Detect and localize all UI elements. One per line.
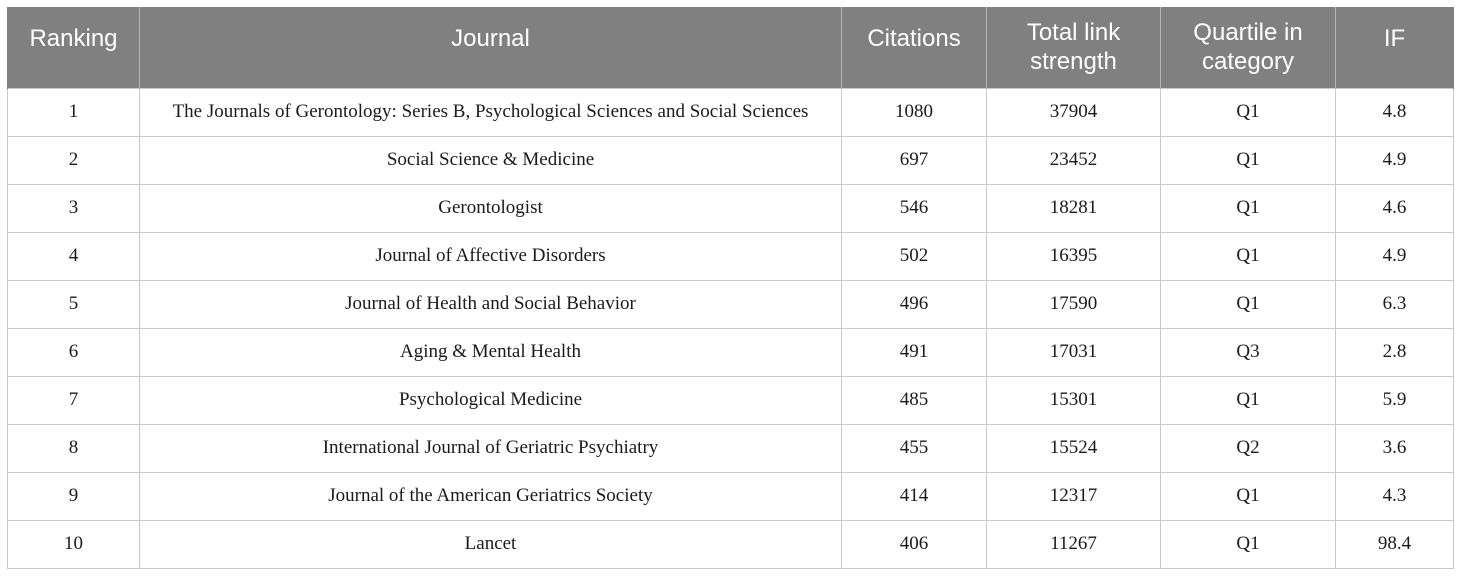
header-total-link-strength: Total link strength xyxy=(987,7,1161,88)
header-ranking xyxy=(8,7,140,88)
header-journal xyxy=(140,7,842,88)
cell-quartile: Q1 xyxy=(1161,376,1336,424)
cell-journal: Aging & Mental Health xyxy=(140,328,842,376)
cell-citations: 414 xyxy=(842,472,987,520)
cell-total-link-strength: 12317 xyxy=(987,472,1161,520)
cell-quartile: Q1 xyxy=(1161,88,1336,136)
cell-ranking: 7 xyxy=(8,376,140,424)
cell-total-link-strength: 15301 xyxy=(987,376,1161,424)
table-row xyxy=(8,232,1454,280)
cell-journal: Lancet xyxy=(140,520,842,568)
cell-if: 3.6 xyxy=(1336,424,1454,472)
table-row xyxy=(8,472,1454,520)
cell-citations: 546 xyxy=(842,184,987,232)
cell-quartile: Q1 xyxy=(1161,520,1336,568)
cell-ranking: 6 xyxy=(8,328,140,376)
table-row xyxy=(8,328,1454,376)
cell-citations: 406 xyxy=(842,520,987,568)
cell-journal: The Journals of Gerontology: Series B, Psychological Sciences and Social Sciences xyxy=(140,88,842,136)
cell-journal: Journal of Health and Social Behavior xyxy=(140,280,842,328)
cell-journal: Gerontologist xyxy=(140,184,842,232)
cell-total-link-strength: 16395 xyxy=(987,232,1161,280)
cell-journal: Social Science & Medicine xyxy=(140,136,842,184)
header-journal-label: Journal xyxy=(451,24,530,52)
cell-quartile: Q1 xyxy=(1161,472,1336,520)
header-quartile: Quartile in category xyxy=(1161,7,1336,88)
cell-if: 4.6 xyxy=(1336,184,1454,232)
table-row xyxy=(8,88,1454,136)
cell-journal: Journal of the American Geriatrics Society xyxy=(140,472,842,520)
cell-citations: 502 xyxy=(842,232,987,280)
cell-quartile: Q1 xyxy=(1161,136,1336,184)
header-citations-label: Citations xyxy=(867,24,961,52)
table-row xyxy=(8,424,1454,472)
header-row xyxy=(8,7,1454,88)
cell-total-link-strength: 17031 xyxy=(987,328,1161,376)
table-body xyxy=(8,88,1454,568)
cell-ranking: 9 xyxy=(8,472,140,520)
cell-quartile: Q2 xyxy=(1161,424,1336,472)
cell-citations: 455 xyxy=(842,424,987,472)
header-ranking-label: Ranking xyxy=(29,24,118,52)
table-header xyxy=(8,7,1454,88)
cell-ranking: 10 xyxy=(8,520,140,568)
cell-total-link-strength: 11267 xyxy=(987,520,1161,568)
cell-if: 98.4 xyxy=(1336,520,1454,568)
cell-quartile: Q1 xyxy=(1161,184,1336,232)
cell-citations: 491 xyxy=(842,328,987,376)
table-row xyxy=(8,280,1454,328)
cell-citations: 485 xyxy=(842,376,987,424)
cell-ranking: 1 xyxy=(8,88,140,136)
cell-if: 2.8 xyxy=(1336,328,1454,376)
cell-ranking: 8 xyxy=(8,424,140,472)
cell-total-link-strength: 15524 xyxy=(987,424,1161,472)
cell-quartile: Q1 xyxy=(1161,232,1336,280)
header-if-label: IF xyxy=(1383,24,1406,52)
cell-if: 5.9 xyxy=(1336,376,1454,424)
cell-ranking: 3 xyxy=(8,184,140,232)
cell-if: 4.9 xyxy=(1336,136,1454,184)
cell-total-link-strength: 17590 xyxy=(987,280,1161,328)
header-citations xyxy=(842,7,987,88)
cell-quartile: Q1 xyxy=(1161,280,1336,328)
table-row xyxy=(8,520,1454,568)
cell-quartile: Q3 xyxy=(1161,328,1336,376)
cell-total-link-strength: 37904 xyxy=(987,88,1161,136)
cell-if: 4.9 xyxy=(1336,232,1454,280)
cell-journal: International Journal of Geriatric Psychiatry xyxy=(140,424,842,472)
cell-if: 4.8 xyxy=(1336,88,1454,136)
cell-ranking: 2 xyxy=(8,136,140,184)
cell-ranking: 5 xyxy=(8,280,140,328)
cell-journal: Psychological Medicine xyxy=(140,376,842,424)
cell-if: 6.3 xyxy=(1336,280,1454,328)
table-row xyxy=(8,184,1454,232)
cell-if: 4.3 xyxy=(1336,472,1454,520)
cell-journal: Journal of Affective Disorders xyxy=(140,232,842,280)
cell-citations: 697 xyxy=(842,136,987,184)
cell-citations: 1080 xyxy=(842,88,987,136)
cell-ranking: 4 xyxy=(8,232,140,280)
cell-total-link-strength: 18281 xyxy=(987,184,1161,232)
header-if xyxy=(1336,7,1454,88)
cell-citations: 496 xyxy=(842,280,987,328)
journal-ranking-table xyxy=(7,7,1454,569)
table-row xyxy=(8,136,1454,184)
cell-total-link-strength: 23452 xyxy=(987,136,1161,184)
table-row xyxy=(8,376,1454,424)
